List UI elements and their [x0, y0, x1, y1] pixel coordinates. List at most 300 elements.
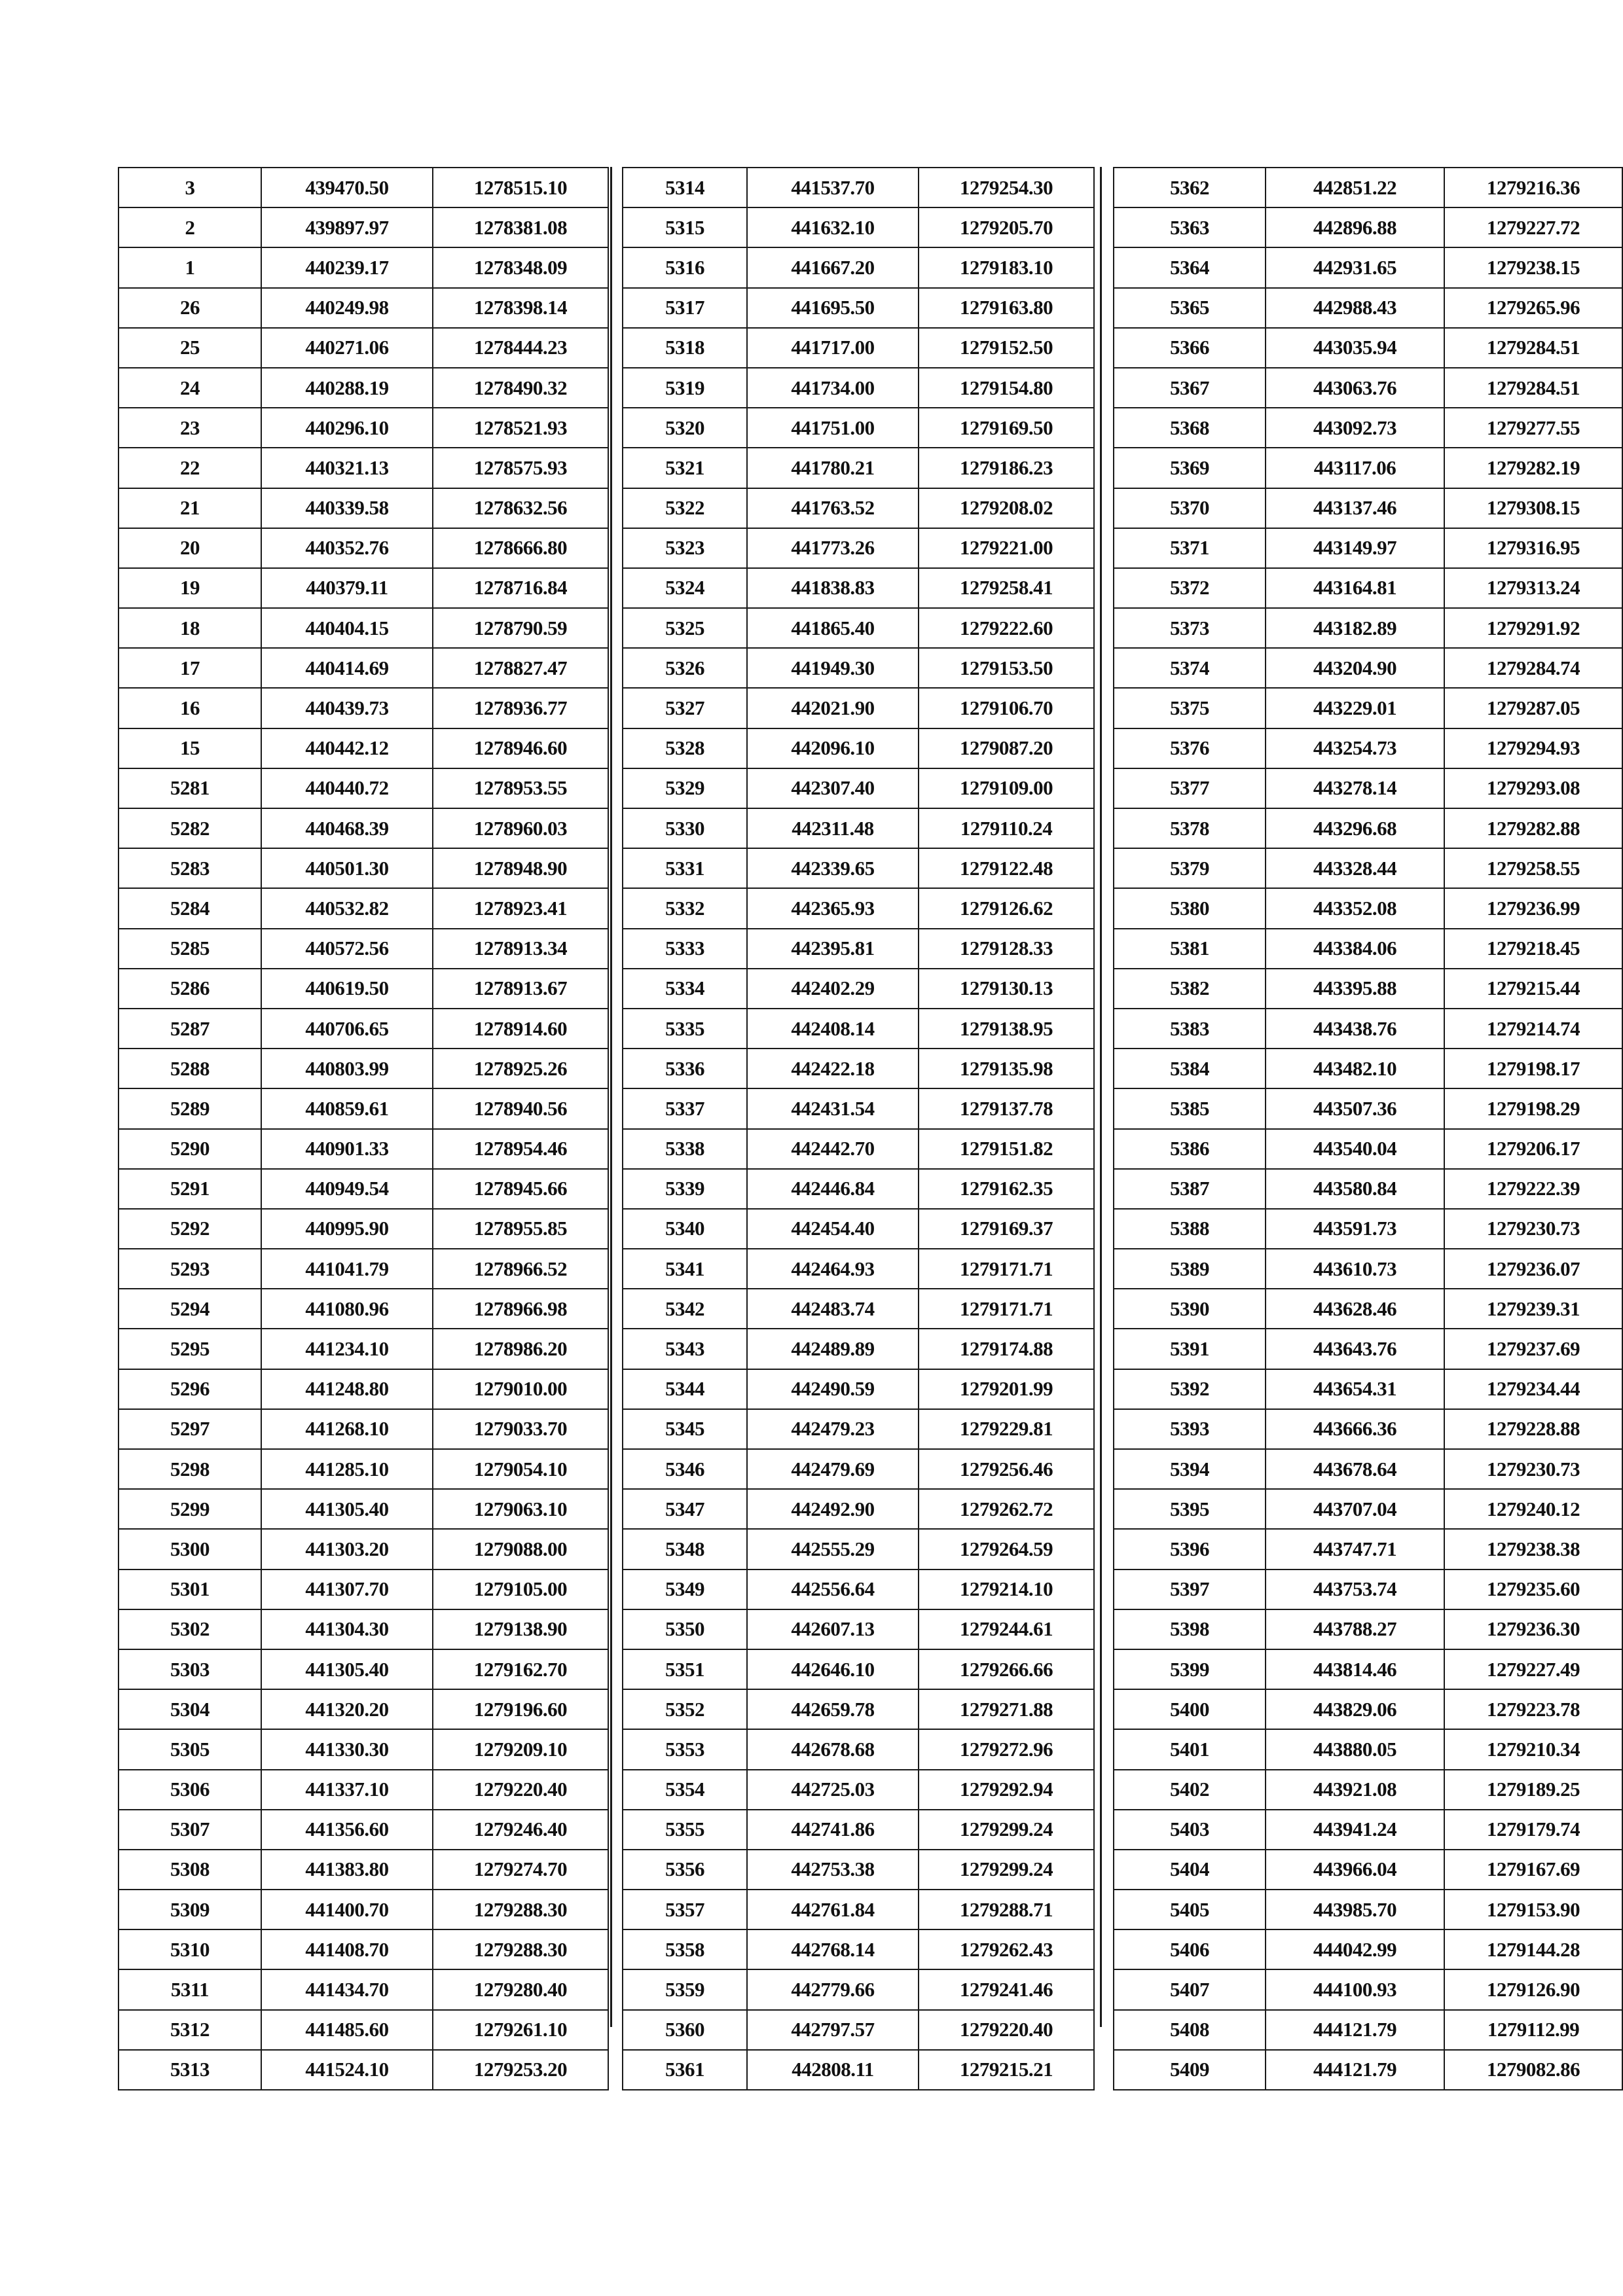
panel-divider: [610, 167, 612, 2027]
point-number-cell: 5305: [119, 1729, 261, 1769]
y-coordinate-cell: 1279222.60: [919, 608, 1094, 648]
y-coordinate-cell: 1279229.81: [919, 1409, 1094, 1449]
table-row: [623, 1529, 1094, 1569]
table-row: [623, 768, 1094, 808]
point-number-cell: 18: [119, 608, 261, 648]
x-coordinate-cell: 443666.36: [1266, 1409, 1444, 1449]
table-row: [119, 1209, 608, 1249]
x-coordinate-cell: 440995.90: [261, 1209, 433, 1249]
y-coordinate-cell: 1278913.67: [433, 969, 608, 1009]
x-coordinate-cell: 443278.14: [1266, 768, 1444, 808]
point-number-cell: 5377: [1114, 768, 1266, 808]
x-coordinate-cell: 441667.20: [747, 247, 919, 287]
y-coordinate-cell: 1279246.40: [433, 1810, 608, 1850]
table-row: [623, 848, 1094, 888]
point-number-cell: 5286: [119, 969, 261, 1009]
table-row: [1114, 728, 1622, 768]
point-number-cell: 3: [119, 168, 261, 207]
table-row: [623, 888, 1094, 928]
point-number-cell: 5394: [1114, 1449, 1266, 1489]
point-number-cell: 5303: [119, 1649, 261, 1689]
table-row: [1114, 808, 1622, 848]
table-row: [623, 1369, 1094, 1409]
x-coordinate-cell: 441304.30: [261, 1609, 433, 1649]
y-coordinate-cell: 1279010.00: [433, 1369, 608, 1409]
point-number-cell: 5282: [119, 808, 261, 848]
table-row: [1114, 1770, 1622, 1810]
y-coordinate-cell: 1279293.08: [1444, 768, 1622, 808]
point-number-cell: 5294: [119, 1289, 261, 1329]
y-coordinate-cell: 1279183.10: [919, 247, 1094, 287]
point-number-cell: 5348: [623, 1529, 747, 1569]
y-coordinate-cell: 1279216.36: [1444, 168, 1622, 207]
x-coordinate-cell: 443610.73: [1266, 1249, 1444, 1289]
table-row: [623, 688, 1094, 728]
point-number-cell: 5349: [623, 1570, 747, 1609]
x-coordinate-cell: 440321.13: [261, 448, 433, 488]
table-row: [119, 1850, 608, 1890]
x-coordinate-cell: 441303.20: [261, 1529, 433, 1569]
point-number-cell: 21: [119, 488, 261, 528]
table-row: [623, 448, 1094, 488]
y-coordinate-cell: 1279237.69: [1444, 1329, 1622, 1369]
table-row: [1114, 1049, 1622, 1088]
x-coordinate-cell: 441330.30: [261, 1729, 433, 1769]
table-row: [119, 288, 608, 328]
table-row: [623, 648, 1094, 688]
point-number-cell: 5361: [623, 2050, 747, 2090]
x-coordinate-cell: 441865.40: [747, 608, 919, 648]
table-row: [623, 1209, 1094, 1249]
table-row: [1114, 207, 1622, 247]
x-coordinate-cell: 442492.90: [747, 1489, 919, 1529]
table-row: [1114, 1609, 1622, 1649]
y-coordinate-cell: 1279244.61: [919, 1609, 1094, 1649]
point-number-cell: 5356: [623, 1850, 747, 1890]
table-row: [119, 848, 608, 888]
table-row: [1114, 848, 1622, 888]
y-coordinate-cell: 1279272.96: [919, 1729, 1094, 1769]
point-number-cell: 5370: [1114, 488, 1266, 528]
y-coordinate-cell: 1279198.17: [1444, 1049, 1622, 1088]
point-number-cell: 5347: [623, 1489, 747, 1529]
y-coordinate-cell: 1279235.60: [1444, 1570, 1622, 1609]
x-coordinate-cell: 442659.78: [747, 1689, 919, 1729]
table-row: [119, 1169, 608, 1209]
table-row: [119, 1969, 608, 2009]
point-number-cell: 5379: [1114, 848, 1266, 888]
x-coordinate-cell: 442339.65: [747, 848, 919, 888]
table-row: [1114, 1570, 1622, 1609]
table-row: [623, 1129, 1094, 1169]
table-row: [1114, 2050, 1622, 2090]
point-number-cell: 5323: [623, 528, 747, 568]
x-coordinate-cell: 440296.10: [261, 408, 433, 448]
x-coordinate-cell: 440440.72: [261, 768, 433, 808]
table-row: [623, 929, 1094, 969]
table-row: [1114, 1009, 1622, 1049]
point-number-cell: 5408: [1114, 2010, 1266, 2050]
table-row: [623, 1689, 1094, 1729]
table-row: [1114, 1890, 1622, 1929]
point-number-cell: 5404: [1114, 1850, 1266, 1890]
table-row: [119, 1249, 608, 1289]
x-coordinate-cell: 440532.82: [261, 888, 433, 928]
x-coordinate-cell: 442096.10: [747, 728, 919, 768]
x-coordinate-cell: 440352.76: [261, 528, 433, 568]
x-coordinate-cell: 440468.39: [261, 808, 433, 848]
table-row: [1114, 1169, 1622, 1209]
table-row: [119, 168, 608, 207]
y-coordinate-cell: 1279135.98: [919, 1049, 1094, 1088]
x-coordinate-cell: 443035.94: [1266, 328, 1444, 368]
table-row: [623, 328, 1094, 368]
coordinate-table-panel-2: [622, 167, 1095, 2090]
table-row: [623, 1609, 1094, 1649]
y-coordinate-cell: 1279208.02: [919, 488, 1094, 528]
table-row: [1114, 688, 1622, 728]
point-number-cell: 15: [119, 728, 261, 768]
x-coordinate-cell: 440619.50: [261, 969, 433, 1009]
x-coordinate-cell: 442365.93: [747, 888, 919, 928]
x-coordinate-cell: 441268.10: [261, 1409, 433, 1449]
y-coordinate-cell: 1279277.55: [1444, 408, 1622, 448]
table-row: [623, 608, 1094, 648]
table-row: [1114, 1289, 1622, 1329]
y-coordinate-cell: 1279126.62: [919, 888, 1094, 928]
table-row: [119, 608, 608, 648]
point-number-cell: 5322: [623, 488, 747, 528]
point-number-cell: 5296: [119, 1369, 261, 1409]
table-row: [623, 288, 1094, 328]
y-coordinate-cell: 1278954.46: [433, 1129, 608, 1169]
x-coordinate-cell: 443654.31: [1266, 1369, 1444, 1409]
point-number-cell: 5307: [119, 1810, 261, 1850]
x-coordinate-cell: 444100.93: [1266, 1969, 1444, 2009]
table-row: [119, 1890, 608, 1929]
y-coordinate-cell: 1279054.10: [433, 1449, 608, 1489]
table-row: [623, 1570, 1094, 1609]
table-row: [623, 568, 1094, 608]
point-number-cell: 5309: [119, 1890, 261, 1929]
y-coordinate-cell: 1279063.10: [433, 1489, 608, 1529]
x-coordinate-cell: 443204.90: [1266, 648, 1444, 688]
y-coordinate-cell: 1278398.14: [433, 288, 608, 328]
point-number-cell: 5391: [1114, 1329, 1266, 1369]
x-coordinate-cell: 443395.88: [1266, 969, 1444, 1009]
x-coordinate-cell: 443540.04: [1266, 1129, 1444, 1169]
point-number-cell: 5387: [1114, 1169, 1266, 1209]
panel-divider: [1100, 167, 1102, 2027]
y-coordinate-cell: 1279171.71: [919, 1249, 1094, 1289]
point-number-cell: 1: [119, 247, 261, 287]
point-number-cell: 5330: [623, 808, 747, 848]
y-coordinate-cell: 1279287.05: [1444, 688, 1622, 728]
y-coordinate-cell: 1279112.99: [1444, 2010, 1622, 2050]
point-number-cell: 5368: [1114, 408, 1266, 448]
x-coordinate-cell: 441248.80: [261, 1369, 433, 1409]
y-coordinate-cell: 1279261.10: [433, 2010, 608, 2050]
y-coordinate-cell: 1279228.88: [1444, 1409, 1622, 1449]
y-coordinate-cell: 1279241.46: [919, 1969, 1094, 2009]
point-number-cell: 5306: [119, 1770, 261, 1810]
x-coordinate-cell: 441734.00: [747, 368, 919, 408]
y-coordinate-cell: 1279218.45: [1444, 929, 1622, 969]
y-coordinate-cell: 1279201.99: [919, 1369, 1094, 1409]
x-coordinate-cell: 443352.08: [1266, 888, 1444, 928]
y-coordinate-cell: 1278945.66: [433, 1169, 608, 1209]
point-number-cell: 22: [119, 448, 261, 488]
y-coordinate-cell: 1279292.94: [919, 1770, 1094, 1810]
table-row: [119, 888, 608, 928]
y-coordinate-cell: 1279264.59: [919, 1529, 1094, 1569]
point-number-cell: 5399: [1114, 1649, 1266, 1689]
y-coordinate-cell: 1279316.95: [1444, 528, 1622, 568]
table-row: [1114, 1529, 1622, 1569]
table-row: [623, 969, 1094, 1009]
y-coordinate-cell: 1278381.08: [433, 207, 608, 247]
table-row: [119, 2050, 608, 2090]
table-row: [623, 1009, 1094, 1049]
table-row: [119, 1570, 608, 1609]
table-row: [119, 1369, 608, 1409]
y-coordinate-cell: 1279122.48: [919, 848, 1094, 888]
x-coordinate-cell: 442307.40: [747, 768, 919, 808]
y-coordinate-cell: 1278966.52: [433, 1249, 608, 1289]
x-coordinate-cell: 441383.80: [261, 1850, 433, 1890]
table-row: [1114, 929, 1622, 969]
point-number-cell: 5396: [1114, 1529, 1266, 1569]
x-coordinate-cell: 440271.06: [261, 328, 433, 368]
y-coordinate-cell: 1279234.44: [1444, 1369, 1622, 1409]
x-coordinate-cell: 443149.97: [1266, 528, 1444, 568]
x-coordinate-cell: 440404.15: [261, 608, 433, 648]
table-row: [119, 1088, 608, 1128]
y-coordinate-cell: 1278490.32: [433, 368, 608, 408]
y-coordinate-cell: 1279266.66: [919, 1649, 1094, 1689]
table-row: [1114, 408, 1622, 448]
x-coordinate-cell: 441524.10: [261, 2050, 433, 2090]
point-number-cell: 5398: [1114, 1609, 1266, 1649]
y-coordinate-cell: 1279169.37: [919, 1209, 1094, 1249]
table-row: [1114, 888, 1622, 928]
y-coordinate-cell: 1279299.24: [919, 1810, 1094, 1850]
x-coordinate-cell: 443507.36: [1266, 1088, 1444, 1128]
table-row: [1114, 2010, 1622, 2050]
table-row: [623, 528, 1094, 568]
y-coordinate-cell: 1279253.20: [433, 2050, 608, 2090]
x-coordinate-cell: 440803.99: [261, 1049, 433, 1088]
table-row: [119, 528, 608, 568]
x-coordinate-cell: 442446.84: [747, 1169, 919, 1209]
x-coordinate-cell: 440442.12: [261, 728, 433, 768]
point-number-cell: 5332: [623, 888, 747, 928]
point-number-cell: 5360: [623, 2010, 747, 2050]
table-row: [623, 1489, 1094, 1529]
table-row: [1114, 1969, 1622, 2009]
table-row: [1114, 1409, 1622, 1449]
point-number-cell: 5293: [119, 1249, 261, 1289]
x-coordinate-cell: 442725.03: [747, 1770, 919, 1810]
x-coordinate-cell: 440339.58: [261, 488, 433, 528]
x-coordinate-cell: 440439.73: [261, 688, 433, 728]
y-coordinate-cell: 1279308.15: [1444, 488, 1622, 528]
table-row: [119, 568, 608, 608]
x-coordinate-cell: 442741.86: [747, 1810, 919, 1850]
x-coordinate-cell: 442779.66: [747, 1969, 919, 2009]
point-number-cell: 5329: [623, 768, 747, 808]
point-number-cell: 5304: [119, 1689, 261, 1729]
y-coordinate-cell: 1279171.71: [919, 1289, 1094, 1329]
y-coordinate-cell: 1279151.82: [919, 1129, 1094, 1169]
table-row: [119, 1049, 608, 1088]
y-coordinate-cell: 1278948.90: [433, 848, 608, 888]
y-coordinate-cell: 1279144.28: [1444, 1929, 1622, 1969]
x-coordinate-cell: 443117.06: [1266, 448, 1444, 488]
point-number-cell: 5346: [623, 1449, 747, 1489]
x-coordinate-cell: 442678.68: [747, 1729, 919, 1769]
point-number-cell: 5336: [623, 1049, 747, 1088]
y-coordinate-cell: 1279162.35: [919, 1169, 1094, 1209]
y-coordinate-cell: 1279105.00: [433, 1570, 608, 1609]
point-number-cell: 5352: [623, 1689, 747, 1729]
y-coordinate-cell: 1278666.80: [433, 528, 608, 568]
y-coordinate-cell: 1278348.09: [433, 247, 608, 287]
table-row: [119, 328, 608, 368]
table-row: [119, 368, 608, 408]
y-coordinate-cell: 1279153.50: [919, 648, 1094, 688]
point-number-cell: 5331: [623, 848, 747, 888]
table-row: [1114, 1649, 1622, 1689]
x-coordinate-cell: 442431.54: [747, 1088, 919, 1128]
point-number-cell: 2: [119, 207, 261, 247]
x-coordinate-cell: 443941.24: [1266, 1810, 1444, 1850]
point-number-cell: 5302: [119, 1609, 261, 1649]
x-coordinate-cell: 442797.57: [747, 2010, 919, 2050]
point-number-cell: 5372: [1114, 568, 1266, 608]
y-coordinate-cell: 1279138.90: [433, 1609, 608, 1649]
table-row: [119, 1329, 608, 1369]
x-coordinate-cell: 441780.21: [747, 448, 919, 488]
point-number-cell: 5376: [1114, 728, 1266, 768]
table-row: [1114, 1209, 1622, 1249]
table-row: [623, 247, 1094, 287]
x-coordinate-cell: 441285.10: [261, 1449, 433, 1489]
point-number-cell: 5312: [119, 2010, 261, 2050]
x-coordinate-cell: 441305.40: [261, 1649, 433, 1689]
x-coordinate-cell: 443643.76: [1266, 1329, 1444, 1369]
y-coordinate-cell: 1279288.30: [433, 1890, 608, 1929]
point-number-cell: 5375: [1114, 688, 1266, 728]
y-coordinate-cell: 1279274.70: [433, 1850, 608, 1890]
x-coordinate-cell: 441234.10: [261, 1329, 433, 1369]
point-number-cell: 5318: [623, 328, 747, 368]
table-row: [119, 1770, 608, 1810]
y-coordinate-cell: 1279163.80: [919, 288, 1094, 328]
point-number-cell: 5317: [623, 288, 747, 328]
table-row: [1114, 528, 1622, 568]
y-coordinate-cell: 1279291.92: [1444, 608, 1622, 648]
y-coordinate-cell: 1278925.26: [433, 1049, 608, 1088]
y-coordinate-cell: 1279284.74: [1444, 648, 1622, 688]
x-coordinate-cell: 442454.40: [747, 1209, 919, 1249]
point-number-cell: 5297: [119, 1409, 261, 1449]
table-row: [119, 2010, 608, 2050]
point-number-cell: 5366: [1114, 328, 1266, 368]
x-coordinate-cell: 440249.98: [261, 288, 433, 328]
y-coordinate-cell: 1279284.51: [1444, 328, 1622, 368]
y-coordinate-cell: 1279153.90: [1444, 1890, 1622, 1929]
table-row: [1114, 1689, 1622, 1729]
y-coordinate-cell: 1279254.30: [919, 168, 1094, 207]
y-coordinate-cell: 1278632.56: [433, 488, 608, 528]
x-coordinate-cell: 442768.14: [747, 1929, 919, 1969]
y-coordinate-cell: 1279271.88: [919, 1689, 1094, 1729]
point-number-cell: 5320: [623, 408, 747, 448]
x-coordinate-cell: 442808.11: [747, 2050, 919, 2090]
point-number-cell: 5328: [623, 728, 747, 768]
y-coordinate-cell: 1279033.70: [433, 1409, 608, 1449]
y-coordinate-cell: 1279110.24: [919, 808, 1094, 848]
table-row: [623, 1409, 1094, 1449]
point-number-cell: 5299: [119, 1489, 261, 1529]
table-row: [623, 808, 1094, 848]
point-number-cell: 20: [119, 528, 261, 568]
x-coordinate-cell: 443814.46: [1266, 1649, 1444, 1689]
point-number-cell: 5357: [623, 1890, 747, 1929]
point-number-cell: 5393: [1114, 1409, 1266, 1449]
y-coordinate-cell: 1278966.98: [433, 1289, 608, 1329]
x-coordinate-cell: 443328.44: [1266, 848, 1444, 888]
table-row: [1114, 368, 1622, 408]
x-coordinate-cell: 443747.71: [1266, 1529, 1444, 1569]
point-number-cell: 5374: [1114, 648, 1266, 688]
table-row: [119, 1289, 608, 1329]
point-number-cell: 5383: [1114, 1009, 1266, 1049]
y-coordinate-cell: 1279214.74: [1444, 1009, 1622, 1049]
table-row: [1114, 1489, 1622, 1529]
x-coordinate-cell: 442442.70: [747, 1129, 919, 1169]
table-row: [623, 1289, 1094, 1329]
table-row: [119, 1009, 608, 1049]
x-coordinate-cell: 443254.73: [1266, 728, 1444, 768]
x-coordinate-cell: 443384.06: [1266, 929, 1444, 969]
point-number-cell: 5392: [1114, 1369, 1266, 1409]
x-coordinate-cell: 440239.17: [261, 247, 433, 287]
point-number-cell: 5338: [623, 1129, 747, 1169]
x-coordinate-cell: 441400.70: [261, 1890, 433, 1929]
point-number-cell: 25: [119, 328, 261, 368]
y-coordinate-cell: 1278986.20: [433, 1329, 608, 1369]
x-coordinate-cell: 441632.10: [747, 207, 919, 247]
x-coordinate-cell: 443296.68: [1266, 808, 1444, 848]
y-coordinate-cell: 1279288.30: [433, 1929, 608, 1969]
table-row: [119, 1489, 608, 1529]
point-number-cell: 5333: [623, 929, 747, 969]
point-number-cell: 26: [119, 288, 261, 328]
point-number-cell: 24: [119, 368, 261, 408]
y-coordinate-cell: 1279088.00: [433, 1529, 608, 1569]
x-coordinate-cell: 443707.04: [1266, 1489, 1444, 1529]
x-coordinate-cell: 442395.81: [747, 929, 919, 969]
point-number-cell: 5406: [1114, 1929, 1266, 1969]
table-row: [623, 2050, 1094, 2090]
y-coordinate-cell: 1279205.70: [919, 207, 1094, 247]
point-number-cell: 5363: [1114, 207, 1266, 247]
table-row: [623, 2010, 1094, 2050]
y-coordinate-cell: 1278946.60: [433, 728, 608, 768]
y-coordinate-cell: 1279258.41: [919, 568, 1094, 608]
